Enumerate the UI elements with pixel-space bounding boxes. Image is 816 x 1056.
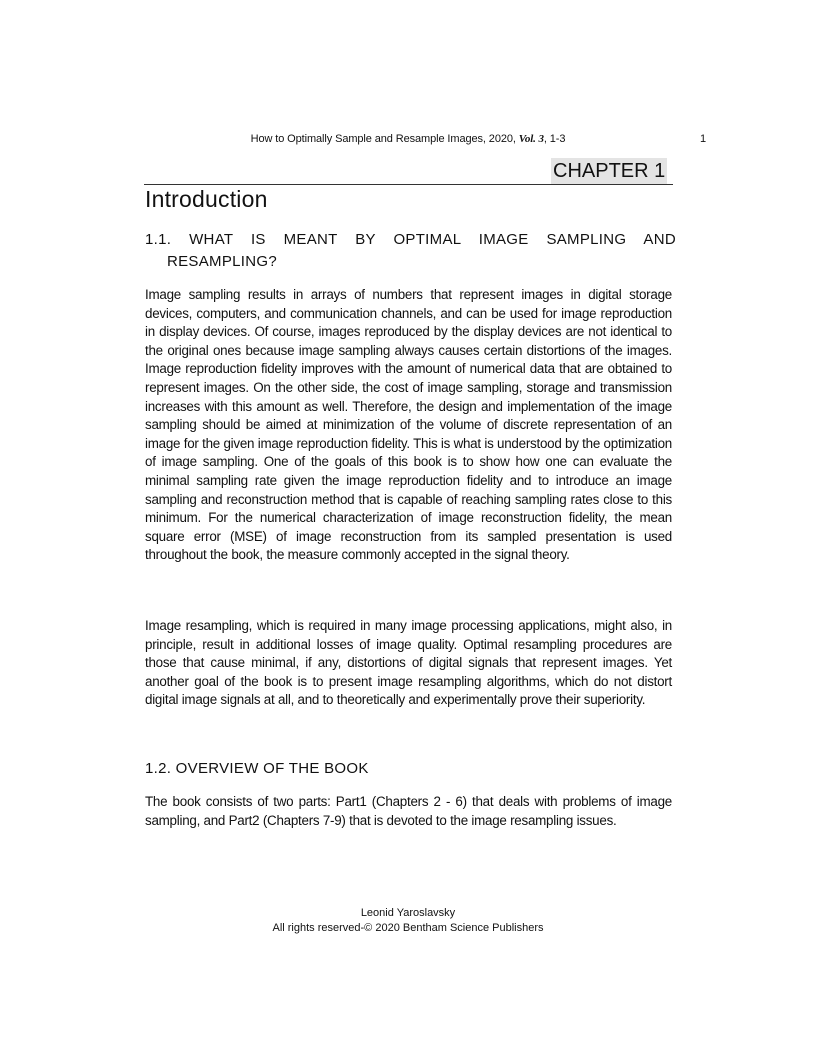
section-1-paragraph-1: Image sampling results in arrays of numbers that represent images in digital storage devices, computers, and communication channels, and can be used for image reproduction in display devices. Of course, images reproduced by the display devices are not identical to the original ones because image sampling always causes certain distortions of the images. Image reproduction fidelity improves with the amount of numerical data that are obtained to represent images. On the other side, the cost of image sampling, storage and transmission increases with this amount as well. Therefore, the design and implementation of the image sampling should be aimed at minimization of the volume of discrete representation of an image for the given image reproduction fidelity. This is what is understood by the optimization of image sampling. One of the goals of this book is to show how one can evaluate the minimal sampling rate given the image reproduction fidelity and to introduce an image sampling and reconstruction method that is capable of reaching sampling rates close to this minimum. For the numerical characterization of image reconstruction fidelity, the mean square error (MSE) of image reconstruction from its sampled presentation is used throughout the book, the measure commonly accepted in the signal theory.: [145, 287, 672, 563]
section-1-heading-line1: 1.1. WHAT IS MEANT BY OPTIMAL IMAGE SAMPLING AND: [145, 231, 676, 248]
page-number: 1: [700, 133, 707, 145]
section-1-heading-line2: RESAMPLING?: [167, 253, 277, 270]
footer-author: Leonid Yaroslavsky: [360, 907, 456, 919]
section-1-heading: [145, 229, 676, 273]
footer-rights: All rights reserved-© 2020 Bentham Science Publishers: [272, 922, 544, 934]
running-head: [0, 133, 816, 145]
running-head-volume: Vol. 3: [518, 133, 544, 145]
section-1-paragraph-2: Image resampling, which is required in many image processing applications, might also, in principle, result in additional losses of image quality. Optimal resampling procedures are those that cause minimal, if any, distortions of digital signals that represent images. Yet another goal of the book is to present image resampling algorithms, which do not distort digital image signals at all, and to theoretically and experimentally prove their superiority.: [145, 618, 672, 708]
section-2-heading: 1.2. OVERVIEW OF THE BOOK: [145, 760, 369, 777]
section-2-paragraph: The book consists of two parts: Part1 (Chapters 2 - 6) that deals with problems of image sampling, and Part2 (Chapters 7-9) that is devoted to the image resampling issues.: [145, 794, 672, 828]
chapter-divider: [144, 184, 673, 185]
chapter-label: CHAPTER 1: [553, 160, 666, 182]
running-head-prefix: How to Optimally Sample and Resample Images, 2020,: [250, 133, 519, 145]
running-head-suffix: , 1-3: [543, 133, 566, 145]
chapter-title: Introduction: [145, 186, 268, 212]
